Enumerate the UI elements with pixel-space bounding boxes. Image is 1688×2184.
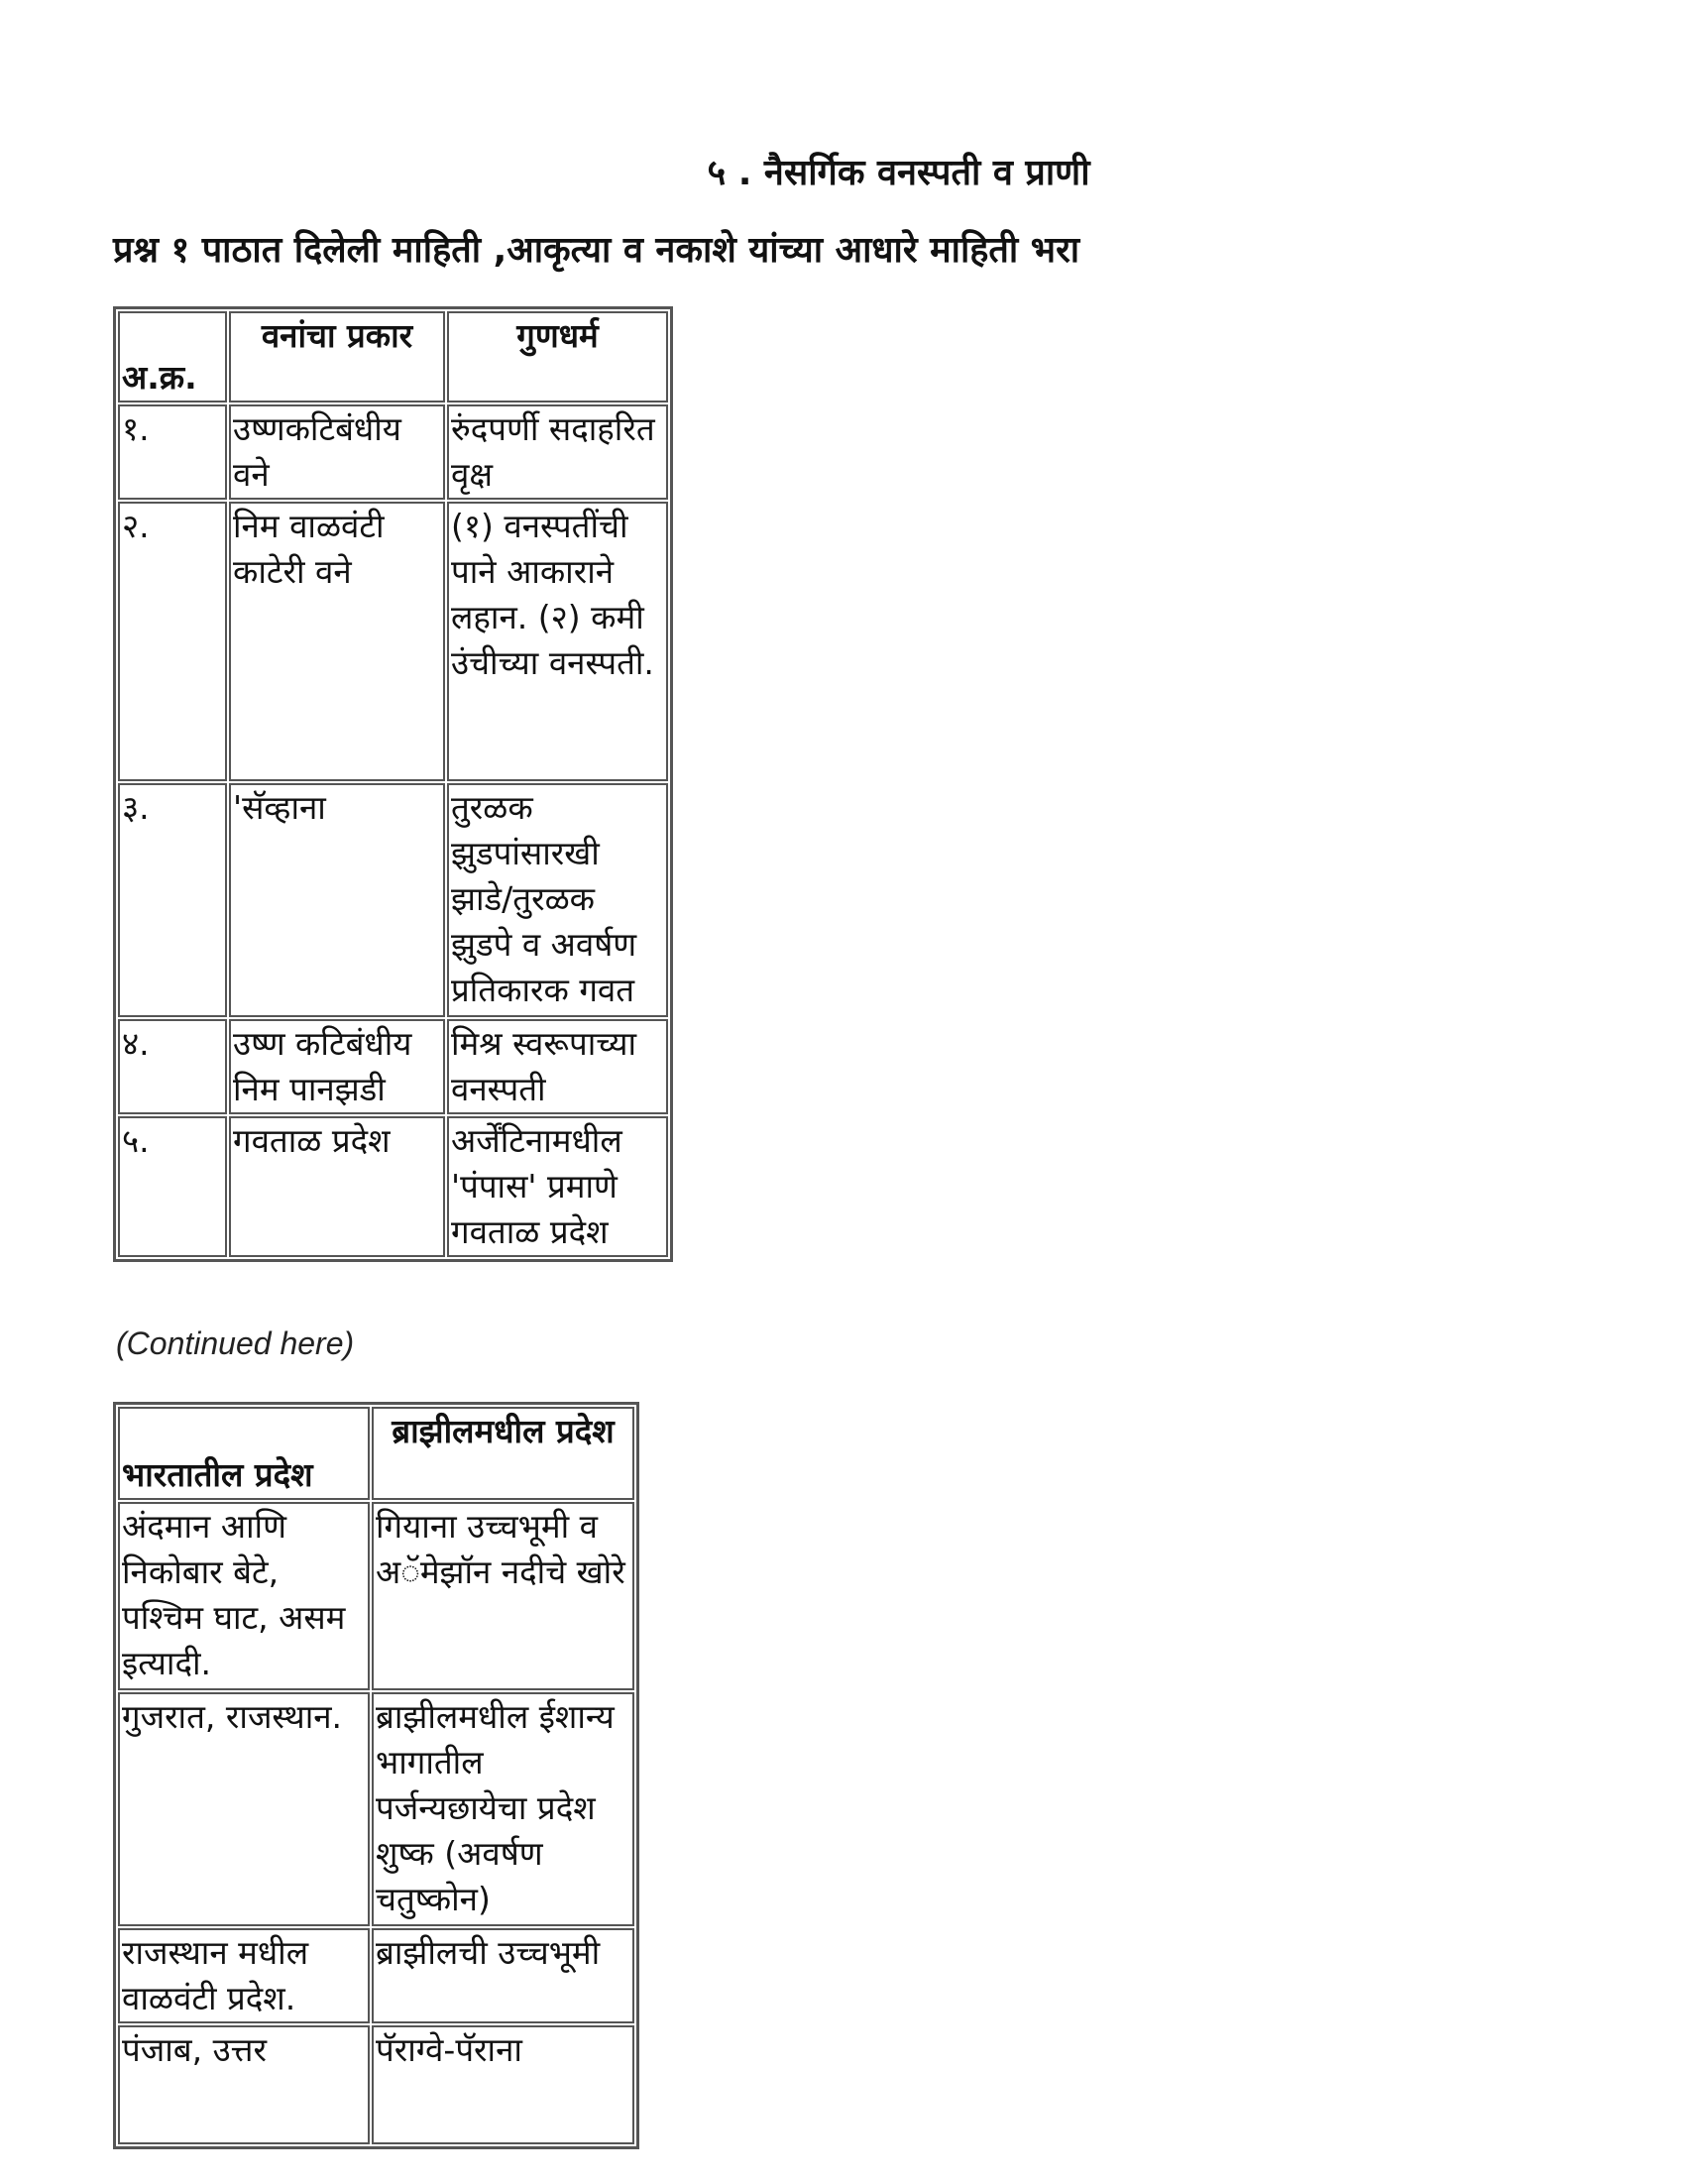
question-heading: प्रश्न १ पाठात दिलेली माहिती ,आकृत्या व नकाशे यांच्या आधारे माहिती भरा [113,230,1080,271]
header-brazil-region: ब्राझीलमधील प्रदेश [372,1407,634,1500]
properties-cell: मिश्र स्वरूपाच्या वनस्पती [447,1019,668,1114]
table-row [118,502,668,781]
forest-type-cell: 'सॅव्हाना [229,783,445,1017]
india-region-cell: राजस्थान मधील वाळवंटी प्रदेश. [118,1928,370,2023]
india-region-cell: गुजरात, राजस्थान. [118,1692,370,1926]
properties-cell: अर्जेंटिनामधील 'पंपास' प्रमाणे गवताळ प्रदेश [447,1116,668,1257]
serial-cell: १. [118,404,227,500]
india-region-cell: पंजाब, उत्तर [118,2025,370,2144]
forest-type-cell: उष्णकटिबंधीय वने [229,404,445,500]
table-row [118,1692,634,1926]
header-serial-number: अ.क्र. [118,311,227,402]
brazil-region-cell: पॅराग्वे-पॅराना [372,2025,634,2144]
properties-cell: तुरळक झुडपांसारखी झाडे/तुरळक झुडपे व अवर्षण प्रतिकारक गवत [447,783,668,1017]
forest-type-cell: उष्ण कटिबंधीय निम पानझडी [229,1019,445,1114]
brazil-region-cell: ब्राझीलमधील ईशान्य भागातील पर्जन्यछायेचा प्रदेश शुष्क (अवर्षण चतुष्कोन) [372,1692,634,1926]
header-properties: गुणधर्म [447,311,668,402]
brazil-region-cell: गियाना उच्चभूमी व अॅमेझॉन नदीचे खोरे [372,1502,634,1690]
serial-cell: २. [118,502,227,781]
header-india-region: भारतातील प्रदेश [118,1407,370,1500]
regions-table [113,1402,639,2149]
forest-type-cell: निम वाळवंटी काटेरी वने [229,502,445,781]
header-forest-type: वनांचा प्रकार [229,311,445,402]
table-row [118,783,668,1017]
properties-cell: (१) वनस्पतींची पाने आकाराने लहान. (२) कमी उंचीच्या वनस्पती. [447,502,668,781]
forest-type-cell: गवताळ प्रदेश [229,1116,445,1257]
table-row [118,404,668,500]
table-row [118,2025,634,2144]
india-region-cell: अंदमान आणि निकोबार बेटे, पश्चिम घाट, असम इत्यादी. [118,1502,370,1690]
brazil-region-cell: ब्राझीलची उच्चभूमी [372,1928,634,2023]
properties-cell: रुंदपर्णी सदाहरित वृक्ष [447,404,668,500]
forest-types-table [113,306,673,1262]
page-title: ५ . नैसर्गिक वनस्पती व प्राणी [707,153,1090,193]
serial-cell: ३. [118,783,227,1017]
table-row [118,1502,634,1690]
serial-cell: ४. [118,1019,227,1114]
continued-note: (Continued here) [116,1325,355,1361]
table-row [118,1019,668,1114]
table-row [118,1928,634,2023]
serial-cell: ५. [118,1116,227,1257]
table-row [118,1116,668,1257]
